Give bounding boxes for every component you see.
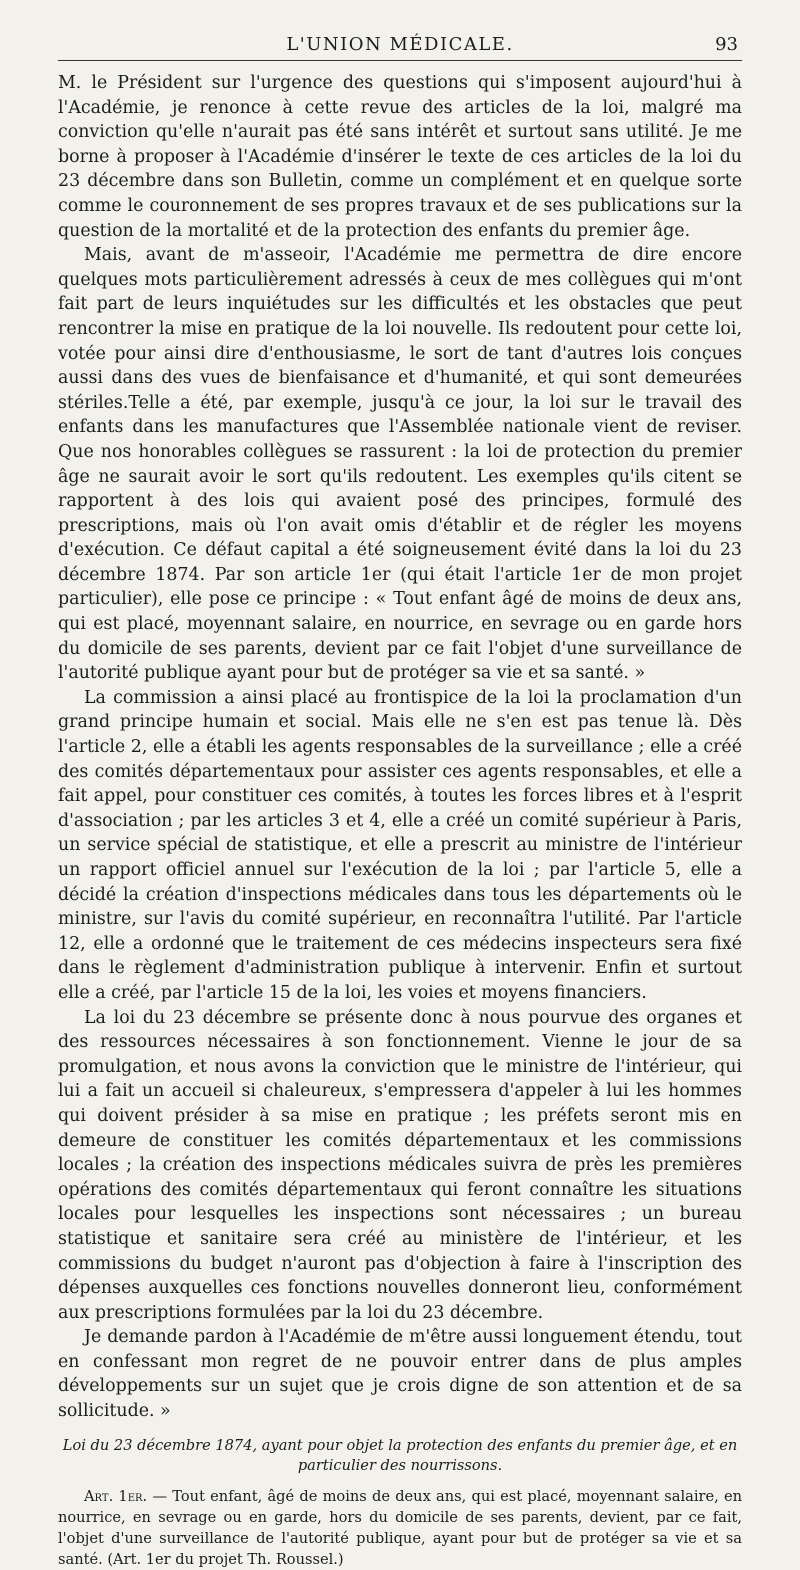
paragraph-4: La loi du 23 décembre se présente donc à nous pourvue des organes et des ressources nécessaires à son fonctionnement. Vienne le jour de sa promulgation, et nous avons la conviction que le ministre de l'intérieur, qui lui a fait un accueil si chaleureux, s'empressera d'appeler à lui les hommes qui doivent présider à sa mise en pratique ; les préfets seront mis en demeure de constituer les comités départementaux et les commissions locales ; la création des inspections médicales suivra de près les premières opérations des comités départementaux qui feront connaître les situations locales pour lesquelles les inspections sont nécessaires ; un bureau statistique et sanitaire sera créé au ministère de l'intérieur, et les commissions du budget n'auront pas d'objection à faire à l'inscription des dépenses auxquelles ces fonctions nouvelles donneront lieu, conformément aux prescriptions formulées par la loi du 23 décembre. xyxy=(58,1007,742,1323)
paragraph-3: La commission a ainsi placé au frontispice de la loi la proclamation d'un grand principe humain et social. Mais elle ne s'en est pas tenue là. Dès l'article 2, elle a établi les agents responsables de la surveillance ; elle a créé des comités départementaux pour assister ces agents responsables, et elle a fait appel, pour constituer ces comités, à toutes les forces libres et à l'esprit d'association ; par les articles 3 et 4, elle a créé un comité supérieur à Paris, un service spécial de statistique, et elle a prescrit au ministre de l'intérieur un rapport officiel annuel sur l'exécution de la loi ; par l'article 5, elle a décidé la création d'inspections médicales dans tous les départements où le ministre, sur l'avis du comité supérieur, en reconnaîtra l'utilité. Par l'article 12, elle a ordonné que le traitement de ces médecins inspecteurs sera fixé dans le règlement d'administration publique à intervenir. Enfin et surtout elle a créé, par l'article 15 de la loi, les voies et moyens financiers. xyxy=(58,687,742,1003)
running-header xyxy=(58,26,742,61)
article-text: — Tout enfant, âgé de moins de deux ans, qui est placé, moyennant salaire, en nourrice, en sevrage ou en garde, hors du domicile de ses parents, devient, par ce fait, l'objet d'une surveillance de l'autorité publique, ayant pour but de protéger sa vie et sa santé. (Art. 1er du projet Th. Roussel.) xyxy=(58,1487,743,1568)
article-body xyxy=(58,71,742,1424)
journal-title: L'UNION MÉDICALE. xyxy=(286,34,514,55)
article-label: Art. 1er. xyxy=(84,1487,148,1505)
article-note xyxy=(58,1486,742,1570)
law-caption: Loi du 23 décembre 1874, ayant pour objet la protection des enfants du premier âge, et en particulier des nourrissons. xyxy=(62,1436,738,1474)
page-number: 93 xyxy=(715,34,738,55)
paragraph-2: Mais, avant de m'asseoir, l'Académie me permettra de dire encore quelques mots particulièrement adressés à ceux de mes collègues qui m'ont fait part de leurs inquiétudes sur les difficultés et les obstacles que peut rencontrer la mise en pratique de la loi nouvelle. Ils redoutent pour cette loi, votée pour ainsi dire d'enthousiasme, le sort de tant d'autres lois conçues aussi dans des vues de bienfaisance et d'humanité, et qui sont demeurées stériles.Telle a été, par exemple, jusqu'à ce jour, la loi sur le travail des enfants dans les manufactures que l'Assemblée nationale vient de reviser. Que nos honorables collègues se rassurent : la loi de protection du premier âge ne saurait avoir le sort qu'ils redoutent. Les exemples qu'ils citent se rapportent à des lois qui avaient posé des principes, formulé des prescriptions, mais où l'on avait omis d'établir et de régler les moyens d'exécution. Ce défaut capital a été soigneusement évité dans la loi du 23 décembre 1874. Par son article 1er (qui était l'article 1er de mon projet particulier), elle pose ce principe : « Tout enfant âgé de moins de deux ans, qui est placé, moyennant salaire, en nourrice, en sevrage ou en garde hors du domicile de ses parents, devient par ce fait l'objet d'une surveillance de l'autorité publique ayant pour but de protéger sa vie et sa santé. » xyxy=(58,245,742,684)
paragraph-1: M. le Président sur l'urgence des questions qui s'imposent aujourd'hui à l'Académie, je renonce à cette revue des articles de la loi, malgré ma conviction qu'elle n'aurait pas été sans intérêt et surtout sans utilité. Je me borne à proposer à l'Académie d'insérer le texte de ces articles de la loi du 23 décembre dans son Bulletin, comme un complément et en quelque sorte comme le couronnement de ses propres travaux et de ses publications sur la question de la mortalité et de la protection des enfants du premier âge. xyxy=(58,73,742,241)
paragraph-5: Je demande pardon à l'Académie de m'être aussi longuement étendu, tout en confessant mon regret de ne pouvoir entrer dans de plus amples développements sur un sujet que je crois digne de son attention et de sa sollicitude. » xyxy=(58,1327,742,1422)
